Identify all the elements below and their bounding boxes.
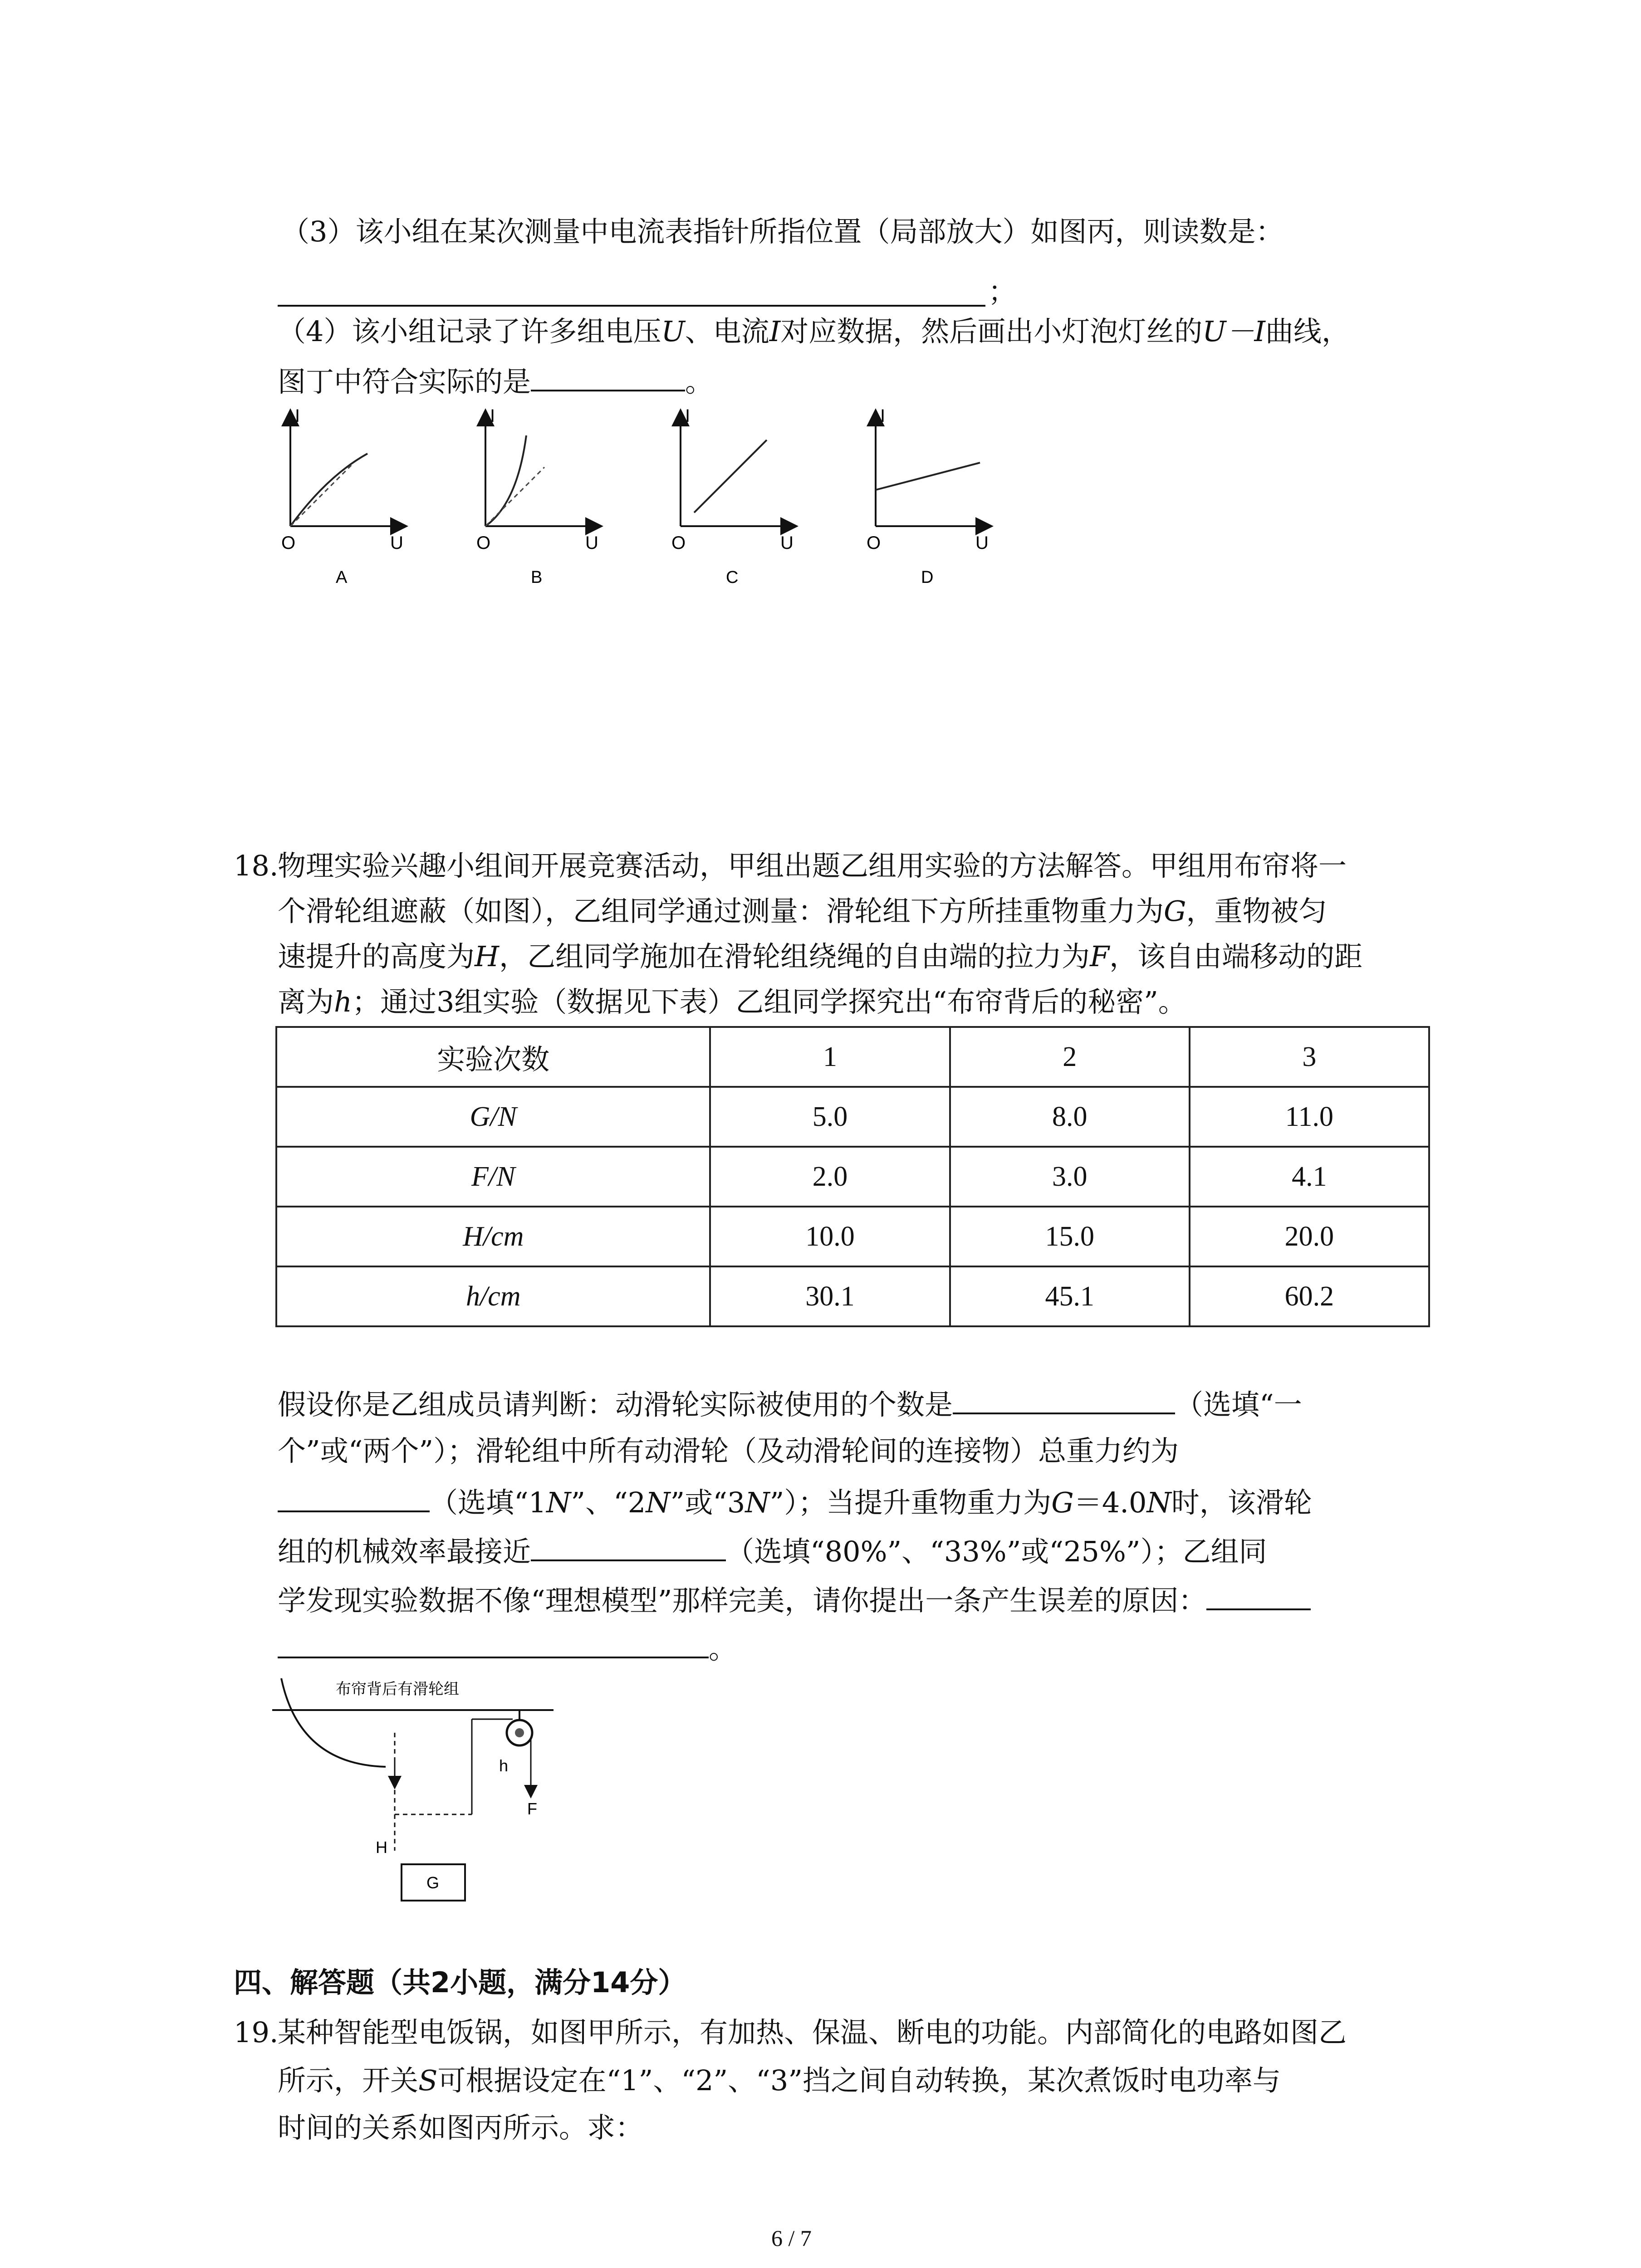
q18-data-table — [275, 1026, 1430, 1327]
graph-d[interactable] — [867, 406, 989, 587]
graph-a-origin: O — [281, 533, 296, 553]
table-cell: F/N — [276, 1147, 710, 1207]
page-number: 6 / 7 — [771, 2225, 812, 2251]
table-cell: 2.0 — [710, 1147, 950, 1207]
table-row — [276, 1087, 1429, 1147]
q17-ui-graphs — [263, 399, 1034, 590]
q18-answer-line4: 组的机械效率最接近 （选填“80%”、“33%”或“25%”）；乙组同 — [278, 1535, 1267, 1568]
q18-blank-count[interactable] — [953, 1388, 1175, 1414]
q18-line2: 个滑轮组遮蔽（如图），乙组同学通过测量：滑轮组下方所挂重物重力为G，重物被匀 — [278, 894, 1327, 928]
q18-blank-reason-end[interactable] — [278, 1632, 709, 1658]
q19-number: 19. — [234, 2016, 279, 2049]
table-header-cell: 1 — [710, 1027, 950, 1087]
graph-b-x-label: U — [585, 533, 598, 553]
graph-b-y-label: I — [490, 406, 495, 426]
table-cell: 10.0 — [710, 1207, 950, 1266]
section-4-title: 四、解答题（共2小题，满分14分） — [234, 1966, 686, 1999]
table-row — [276, 1266, 1429, 1326]
table-header-cell: 3 — [1190, 1027, 1429, 1087]
table-row — [276, 1207, 1429, 1266]
graph-c-y-label: I — [685, 406, 691, 426]
graph-b[interactable] — [476, 406, 598, 587]
graph-b-label: B — [531, 568, 543, 587]
q17-part3-answer-blank[interactable] — [278, 305, 985, 307]
graph-a-label: A — [336, 568, 348, 587]
table-header-cell: 2 — [950, 1027, 1190, 1087]
table-cell: 15.0 — [950, 1207, 1190, 1266]
q18-answer-line5: 学发现实验数据不像“理想模型”那样完美，请你提出一条产生误差的原因： — [278, 1584, 1311, 1615]
table-header-cell: 实验次数 — [276, 1027, 710, 1087]
label-F: F — [527, 1799, 537, 1818]
table-cell: 3.0 — [950, 1147, 1190, 1207]
label-h: h — [499, 1756, 509, 1775]
q18-pulley-figure — [272, 1669, 599, 1914]
q18-line1: 物理实验兴趣小组间开展竞赛活动，甲组出题乙组用实验的方法解答。甲组用布帘将一 — [278, 849, 1347, 882]
q18-blank-reason-start[interactable] — [1206, 1584, 1311, 1610]
table-cell: H/cm — [276, 1207, 710, 1266]
label-G: G — [426, 1873, 440, 1892]
table-cell: 60.2 — [1190, 1266, 1429, 1326]
q18-line4: 离为h；通过3组实验（数据见下表）乙组同学探究出“布帘背后的秘密”。 — [278, 985, 1186, 1018]
q18-answer-line1: 假设你是乙组成员请判断：动滑轮实际被使用的个数是 （选填“一 — [278, 1388, 1302, 1421]
table-cell: 4.1 — [1190, 1147, 1429, 1207]
q18-number: 18. — [234, 849, 279, 882]
label-H: H — [376, 1838, 387, 1857]
graph-d-label: D — [921, 568, 934, 587]
table-cell: 11.0 — [1190, 1087, 1429, 1147]
graph-a-x-label: U — [390, 533, 403, 553]
graph-b-origin: O — [476, 533, 491, 553]
q17-part4-answer-blank[interactable] — [531, 365, 685, 391]
table-cell: 5.0 — [710, 1087, 950, 1147]
q18-line3: 速提升的高度为H，乙组同学施加在滑轮组绕绳的自由端的拉力为F，该自由端移动的距 — [278, 940, 1363, 973]
table-cell: h/cm — [276, 1266, 710, 1326]
table-row — [276, 1147, 1429, 1207]
curtain-label: 布帘背后有滑轮组 — [336, 1680, 459, 1698]
q18-answer-line3: （选填“1N”、“2N”或“3N”）；当提升重物重力为G＝4.0N时，该滑轮 — [278, 1486, 1312, 1517]
graph-c-x-label: U — [780, 533, 794, 553]
q18-blank-weight[interactable] — [278, 1486, 430, 1512]
q18-answer-line6: 。 — [278, 1632, 737, 1663]
table-cell: 8.0 — [950, 1087, 1190, 1147]
q17-part3-end: ； — [988, 275, 1017, 308]
graph-d-origin: O — [867, 533, 881, 553]
q18-blank-efficiency[interactable] — [531, 1535, 726, 1561]
q19-line2: 所示，开关S可根据设定在“1”、“2”、“3”挡之间自动转换，某次煮饭时电功率与 — [278, 2064, 1281, 2097]
table-cell: 45.1 — [950, 1266, 1190, 1326]
graph-a[interactable] — [281, 406, 403, 587]
graph-c-label: C — [726, 568, 739, 587]
table-cell: 20.0 — [1190, 1207, 1429, 1266]
q18-answer-line2: 个”或“两个”）；滑轮组中所有动滑轮（及动滑轮间的连接物）总重力约为 — [278, 1434, 1179, 1467]
graph-a-y-label: I — [295, 406, 300, 426]
q19-line3: 时间的关系如图丙所示。求： — [278, 2111, 644, 2144]
table-cell: 30.1 — [710, 1266, 950, 1326]
graph-d-x-label: U — [975, 533, 989, 553]
graph-d-y-label: I — [880, 406, 886, 426]
q17-part4-line2: 图丁中符合实际的是 。 — [278, 365, 714, 398]
q17-part4-line1: （4）该小组记录了许多组电压U、电流I对应数据，然后画出小灯泡灯丝的U－I曲线， — [278, 315, 1350, 348]
graph-c-origin: O — [671, 533, 686, 553]
table-header-row — [276, 1027, 1429, 1087]
q17-part3-text: （3）该小组在某次测量中电流表指针所指位置（局部放大）如图丙，则读数是： — [281, 215, 1284, 248]
q19-line1: 某种智能型电饭锅，如图甲所示，有加热、保温、断电的功能。内部简化的电路如图乙 — [278, 2016, 1347, 2049]
table-cell: G/N — [276, 1087, 710, 1147]
graph-c[interactable] — [671, 406, 794, 587]
